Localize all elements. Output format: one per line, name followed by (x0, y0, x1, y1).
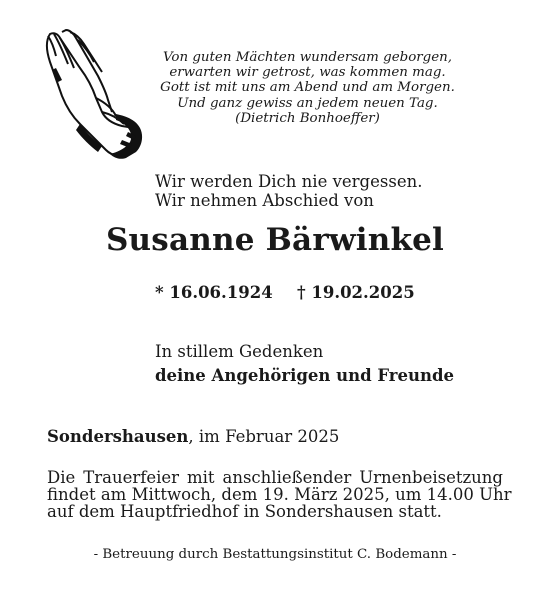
place-date (47, 427, 339, 446)
poem-line: erwarten wir getrost, was kommen mag. (169, 65, 446, 81)
poem-line: Von guten Mächten wundersam geborgen, (162, 50, 453, 65)
bonhoeffer-poem (150, 50, 465, 126)
date-text: , im Februar 2025 (188, 427, 340, 446)
ceremony-info (47, 468, 512, 521)
undertaker-credit: - Betreuung durch Bestattungsinstitut C. Bodemann - (93, 547, 457, 562)
death-date: † 19.02.2025 (297, 283, 415, 302)
remembrance-line: Wir nehmen Abschied von (155, 191, 374, 210)
mourners-names: deine Angehörigen und Freunde (155, 366, 455, 385)
mourners-intro: In stillem Gedenken (155, 342, 324, 361)
deceased-name: Susanne Bärwinkel (105, 222, 445, 258)
poem-line: Und ganz gewiss an jedem neuen Tag. (177, 95, 438, 111)
birth-date: * 16.06.1924 (155, 283, 273, 302)
remembrance-text (155, 172, 422, 210)
ceremony-line: auf dem Hauptfriedhof in Sondershausen statt. (47, 502, 442, 521)
place-name: Sondershausen (47, 427, 189, 446)
ceremony-line: Die Trauerfeier mit anschließender Urnenbeisetzung (47, 468, 503, 487)
poem-author: (Dietrich Bonhoeffer) (235, 110, 380, 126)
praying-hands-icon (40, 28, 148, 160)
ceremony-line: findet am Mittwoch, dem 19. März 2025, um 14.00 Uhr (47, 485, 512, 504)
poem-line: Gott ist mit uns am Abend und am Morgen. (160, 80, 455, 96)
mourners-block (155, 340, 454, 388)
remembrance-line: Wir werden Dich nie vergessen. (155, 172, 423, 191)
